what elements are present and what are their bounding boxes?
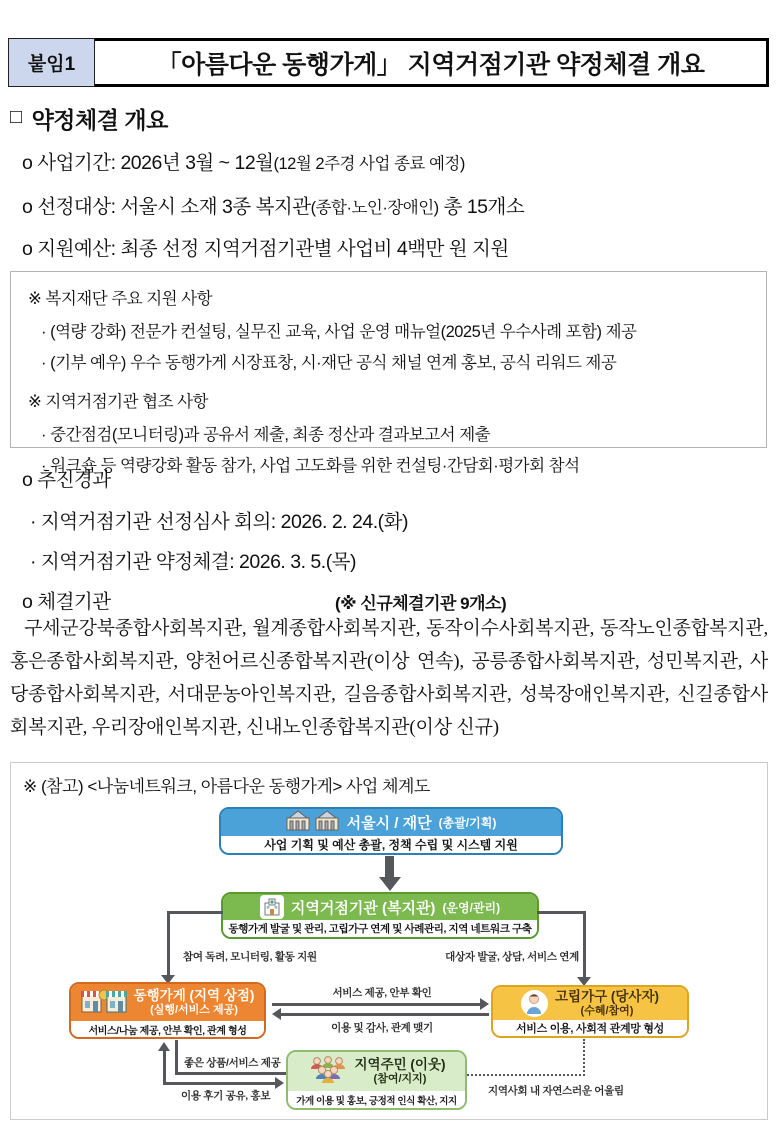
arrow-residents-to-store <box>163 1051 166 1084</box>
bullet-note: (종합·노인·장애인) <box>310 199 439 217</box>
connector-hub-to-household <box>537 911 586 914</box>
note-item: · 워크숍 등 역량강화 활동 참가, 사업 고도화를 위한 컨설팅·간담회·평가회 참석 <box>41 457 580 475</box>
new-agency-count-note: (※ 신규체결기관 9개소) <box>335 594 507 613</box>
node-seoul-foundation <box>219 807 563 855</box>
arrow-seoul-to-hub <box>385 856 394 877</box>
government-buildings-icon <box>286 809 340 836</box>
bullet-text: o 지원예산: 최종 선정 지역거점기관별 사업비 4백만 원 지원 <box>22 238 509 260</box>
agreement-heading: o 체결기관 <box>22 591 111 613</box>
node-desc: 동행가게 발굴 및 관리, 고립가구 연계 및 사례관리, 지역 네트워크 구축 <box>223 920 537 937</box>
node-role: (실행/서비스 제공) <box>150 1003 238 1016</box>
storefront-icon <box>81 987 127 1019</box>
node-local-residents <box>286 1050 467 1110</box>
node-desc: 서비스/나눔 제공, 안부 확인, 관계 형성 <box>71 1021 264 1037</box>
dotted-connector-household-residents <box>583 1039 585 1076</box>
node-desc: 사업 기획 및 예산 총괄, 정책 수립 및 시스템 지원 <box>221 836 561 853</box>
arrow-to-residents-head <box>275 1077 284 1089</box>
progress-item: · 지역거점기관 선정심사 회의: 2026. 2. 24.(화) <box>30 511 408 533</box>
person-icon <box>521 990 548 1017</box>
edge-label-store-household: 서비스 제공, 안부 확인 <box>332 987 432 999</box>
business-system-diagram <box>10 762 768 1120</box>
edge-label-residents-store: 이용 후기 공유, 홍보 <box>181 1090 271 1102</box>
connector-store-to-residents <box>175 1072 286 1075</box>
note-group-heading: ※ 복지재단 주요 지원 사항 <box>28 290 213 308</box>
document-header <box>8 38 769 87</box>
node-role: (참여/지지) <box>373 1072 427 1085</box>
node-title: 서울시 / 재단 <box>346 815 432 832</box>
node-desc: 가게 이용 및 홍보, 긍정적 인식 확산, 지지 <box>288 1091 465 1108</box>
bullet-note: (12월 2주경 사업 종료 예정) <box>273 155 465 173</box>
arrow-store-to-household-head <box>480 998 489 1010</box>
bullet-project-period <box>22 147 465 175</box>
note-item: · 중간점검(모니터링)과 공유서 제출, 최종 정산과 결과보고서 제출 <box>41 426 491 444</box>
connector-store-to-residents <box>175 1040 178 1074</box>
document-title: 「아름다운 동행가게」 지역거점기관 약정체결 개요 <box>95 38 769 87</box>
square-marker-icon: □ <box>10 106 22 128</box>
arrow-seoul-to-hub-head <box>379 877 401 891</box>
edge-label-hub-store: 참여 독려, 모니터링, 활동 지원 <box>183 951 317 963</box>
node-role: (운영/관리) <box>442 900 501 915</box>
progress-item: · 지역거점기관 약정체결: 2026. 3. 5.(목) <box>30 551 357 573</box>
note-group-heading: ※ 지역거점기관 협조 사항 <box>28 393 208 411</box>
section-heading <box>10 102 168 135</box>
agency-list-paragraph: 구세군강북종합사회복지관, 월계종합사회복지관, 동작이수사회복지관, 동작노인종합복지관, 홍은종합사회복지관, 양천어르신종합복지관(이상 연속), 공릉종합사회복지관, 성민복지관, 사당종합사회복지관, 서대문농아인복지관, 길음종합사회복지관, 성북장애인복지관, 신길종합사회복지관, 우리장애인복지관, 신내노인종합복지관(이상 신규) <box>10 618 768 738</box>
edge-label-hub-household: 대상자 발굴, 상담, 서비스 연계 <box>445 951 579 963</box>
bullet-text-post: 총 15개소 <box>438 196 525 218</box>
arrow-residents-to-store-head <box>158 1042 170 1051</box>
bullet-text: o 사업기간: 2026년 3월 ~ 12월 <box>22 152 274 174</box>
bullet-text: o 선정대상: 서울시 소재 3종 복지관 <box>22 196 311 218</box>
connector-hub-to-household <box>583 911 586 977</box>
note-item: · (역량 강화) 전문가 컨설팅, 실무진 교육, 사업 운영 매뉴얼(2025년 우수사례 포함) 제공 <box>41 323 637 341</box>
node-role: (총괄/기획) <box>438 816 497 830</box>
node-regional-hub <box>221 892 539 939</box>
node-hub-header <box>223 894 537 920</box>
node-isolated-household <box>491 985 689 1038</box>
welfare-center-icon <box>260 895 284 919</box>
bullet-selection-target <box>22 191 524 219</box>
arrow-to-residents <box>163 1082 275 1085</box>
reference-note-box <box>10 271 767 475</box>
node-household-header <box>493 987 687 1020</box>
attachment-badge: 붙임1 <box>8 38 95 87</box>
connector-hub-to-store <box>167 911 170 975</box>
connector-hub-to-store <box>167 911 223 914</box>
node-role: (수혜/참여) <box>580 1004 634 1017</box>
node-title: 고립가구 (당사자) <box>554 989 660 1005</box>
node-title: 동행가게 (지역 상점) <box>133 988 255 1004</box>
dotted-connector-household-residents <box>467 1074 585 1076</box>
edge-label-household-residents: 지역사회 내 자연스러운 어울림 <box>488 1085 624 1097</box>
node-companion-store <box>69 982 266 1039</box>
note-item: · (기부 예우) 우수 동행가게 시장표창, 시·재단 공식 채널 연계 홍보, 공식 리워드 제공 <box>41 354 617 372</box>
section-heading-text: 약정체결 개요 <box>31 107 168 133</box>
progress-heading: o 추진경과 <box>22 469 111 491</box>
bullet-support-budget <box>22 233 509 261</box>
arrow-store-to-household <box>272 1003 480 1006</box>
node-title: 지역주민 (이웃) <box>354 1057 446 1073</box>
node-seoul-header <box>221 809 561 836</box>
edge-label-store-residents: 좋은 상품/서비스 제공 <box>184 1057 281 1069</box>
diagram-caption: ※ (참고) <나눔네트워크, 아름다운 동행가게> 사업 체계도 <box>23 777 430 796</box>
people-group-icon <box>308 1055 348 1088</box>
arrow-household-to-store <box>281 1013 489 1016</box>
edge-label-household-store: 이용 및 감사, 관계 맺기 <box>331 1022 433 1034</box>
node-desc: 서비스 이용, 사회적 관계망 형성 <box>493 1020 687 1036</box>
node-title: 지역거점기관 (복지관) <box>290 899 436 917</box>
node-store-header <box>71 984 264 1021</box>
node-residents-header <box>288 1052 465 1091</box>
arrow-household-to-store-head <box>272 1008 281 1020</box>
